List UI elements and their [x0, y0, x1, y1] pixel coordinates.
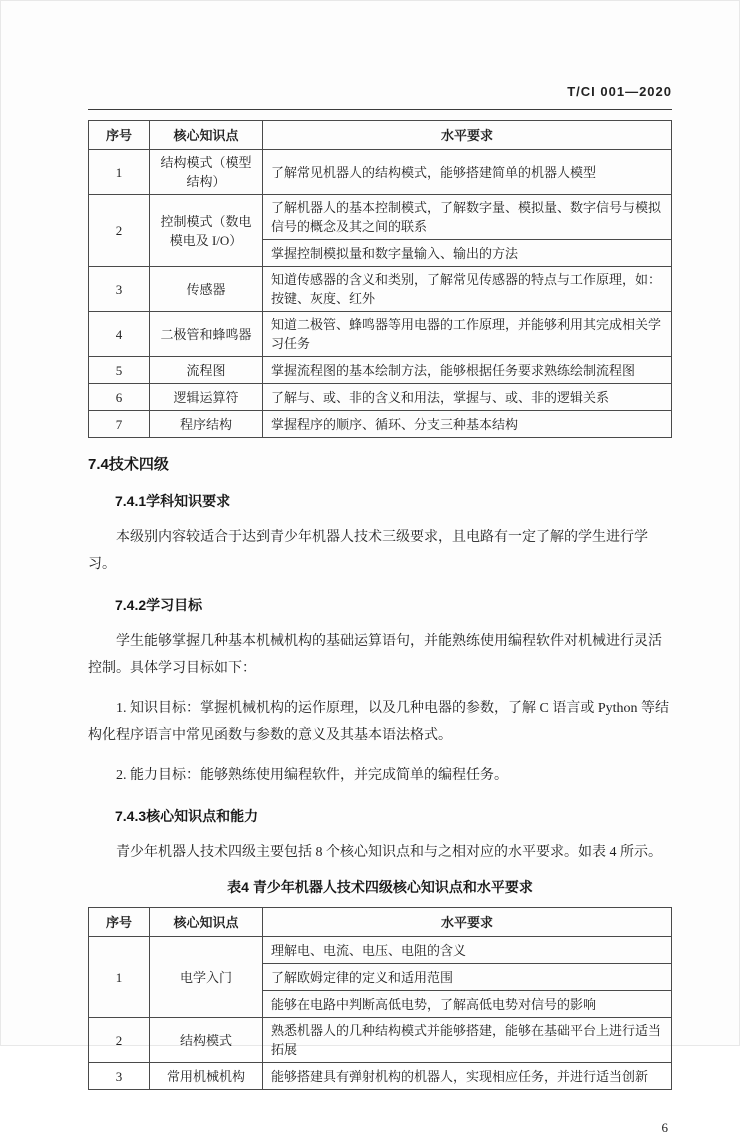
table-row: [89, 384, 672, 411]
table-header: [89, 908, 672, 937]
cell-requirement: 了解常见机器人的结构模式，能够搭建简单的机器人模型: [263, 150, 672, 195]
cell-topic: 电学入门: [150, 937, 263, 1018]
cell-index: 5: [89, 357, 150, 384]
paragraph-7-4-1: 本级别内容较适合于达到青少年机器人技术三级要求，且电路有一定了解的学生进行学习。: [88, 530, 648, 572]
table-row: [89, 312, 672, 357]
cell-index: 1: [89, 937, 150, 1018]
paragraph-7-4-2-intro: 学生能够掌握几种基本机械机构的基础运算语句，并能熟练使用编程软件对机械进行灵活控制。具体学习目标如下：: [88, 634, 662, 676]
doc-code: T/CI 001—2020: [567, 84, 672, 99]
cell-requirement: 掌握流程图的基本绘制方法，能够根据任务要求熟练绘制流程图: [263, 357, 672, 384]
table-body: [89, 150, 672, 438]
table4-caption: 表4 青少年机器人技术四级核心知识点和水平要求: [227, 879, 533, 895]
cell-index: 2: [89, 1018, 150, 1063]
table-row: [89, 195, 672, 240]
cell-topic: 结构模式: [150, 1018, 263, 1063]
level4-requirements-table: [88, 907, 672, 1090]
table-header: [89, 121, 672, 150]
table-row: [89, 267, 672, 312]
column-header-index: 序号: [89, 908, 150, 937]
cell-requirement: 能够在电路中判断高低电势，了解高低电势对信号的影响: [263, 991, 672, 1018]
level3-requirements-table: [88, 120, 672, 438]
cell-topic: 传感器: [150, 267, 263, 312]
table-row: [89, 411, 672, 438]
cell-topic: 二极管和蜂鸣器: [150, 312, 263, 357]
section-heading-7-4-3: 7.4.3核心知识点和能力: [115, 808, 259, 824]
table-header-row: [89, 121, 672, 150]
section-heading-7-4: 7.4技术四级: [88, 456, 169, 473]
column-header-index: 序号: [89, 121, 150, 150]
header-divider: [88, 109, 672, 110]
table-row: [89, 937, 672, 964]
table-body: [89, 937, 672, 1090]
cell-index: 2: [89, 195, 150, 267]
section-heading-7-4-2: 7.4.2学习目标: [115, 597, 203, 613]
cell-index: 4: [89, 312, 150, 357]
cell-requirement: 了解欧姆定律的定义和适用范围: [263, 964, 672, 991]
page-number: 6: [661, 1120, 668, 1135]
column-header-requirement: 水平要求: [263, 121, 672, 150]
cell-index: 7: [89, 411, 150, 438]
cell-requirement: 了解与、或、非的含义和用法，掌握与、或、非的逻辑关系: [263, 384, 672, 411]
table-row: [89, 1018, 672, 1063]
column-header-requirement: 水平要求: [263, 908, 672, 937]
cell-topic: 常用机械机构: [150, 1063, 263, 1090]
cell-index: 1: [89, 150, 150, 195]
table-row: [89, 1063, 672, 1090]
cell-topic: 结构模式（模型结构）: [150, 150, 263, 195]
paragraph-7-4-2-item2: 2. 能力目标：能够熟练使用编程软件，并完成简单的编程任务。: [116, 768, 508, 783]
column-header-topic: 核心知识点: [150, 121, 263, 150]
cell-requirement: 知道传感器的含义和类别，了解常见传感器的特点与工作原理，如：按键、灰度、红外: [263, 267, 672, 312]
cell-index: 3: [89, 1063, 150, 1090]
cell-topic: 程序结构: [150, 411, 263, 438]
cell-topic: 控制模式（数电模电及 I/O）: [150, 195, 263, 267]
cell-requirement: 掌握程序的顺序、循环、分支三种基本结构: [263, 411, 672, 438]
cell-index: 3: [89, 267, 150, 312]
cell-topic: 逻辑运算符: [150, 384, 263, 411]
cell-requirement: 了解机器人的基本控制模式，了解数字量、模拟量、数字信号与模拟信号的概念及其之间的联系: [263, 195, 672, 240]
table-row: [89, 150, 672, 195]
cell-index: 6: [89, 384, 150, 411]
cell-requirement: 能够搭建具有弹射机构的机器人，实现相应任务，并进行适当创新: [263, 1063, 672, 1090]
table-header-row: [89, 908, 672, 937]
cell-topic: 流程图: [150, 357, 263, 384]
section-heading-7-4-1: 7.4.1学科知识要求: [115, 493, 231, 509]
cell-requirement: 理解电、电流、电压、电阻的含义: [263, 937, 672, 964]
column-header-topic: 核心知识点: [150, 908, 263, 937]
cell-requirement: 熟悉机器人的几种结构模式并能够搭建，能够在基础平台上进行适当拓展: [263, 1018, 672, 1063]
cell-requirement: 知道二极管、蜂鸣器等用电器的工作原理，并能够利用其完成相关学习任务: [263, 312, 672, 357]
table-row: [89, 357, 672, 384]
paragraph-7-4-2-item1: 1. 知识目标：掌握机械机构的运作原理，以及几种电器的参数，了解 C 语言或 Python 等结构化程序语言中常见函数与参数的意义及其基本语法格式。: [88, 701, 670, 743]
cell-requirement: 掌握控制模拟量和数字量输入、输出的方法: [263, 240, 672, 267]
paragraph-7-4-3: 青少年机器人技术四级主要包括 8 个核心知识点和与之相对应的水平要求。如表 4 所示。: [116, 845, 662, 860]
